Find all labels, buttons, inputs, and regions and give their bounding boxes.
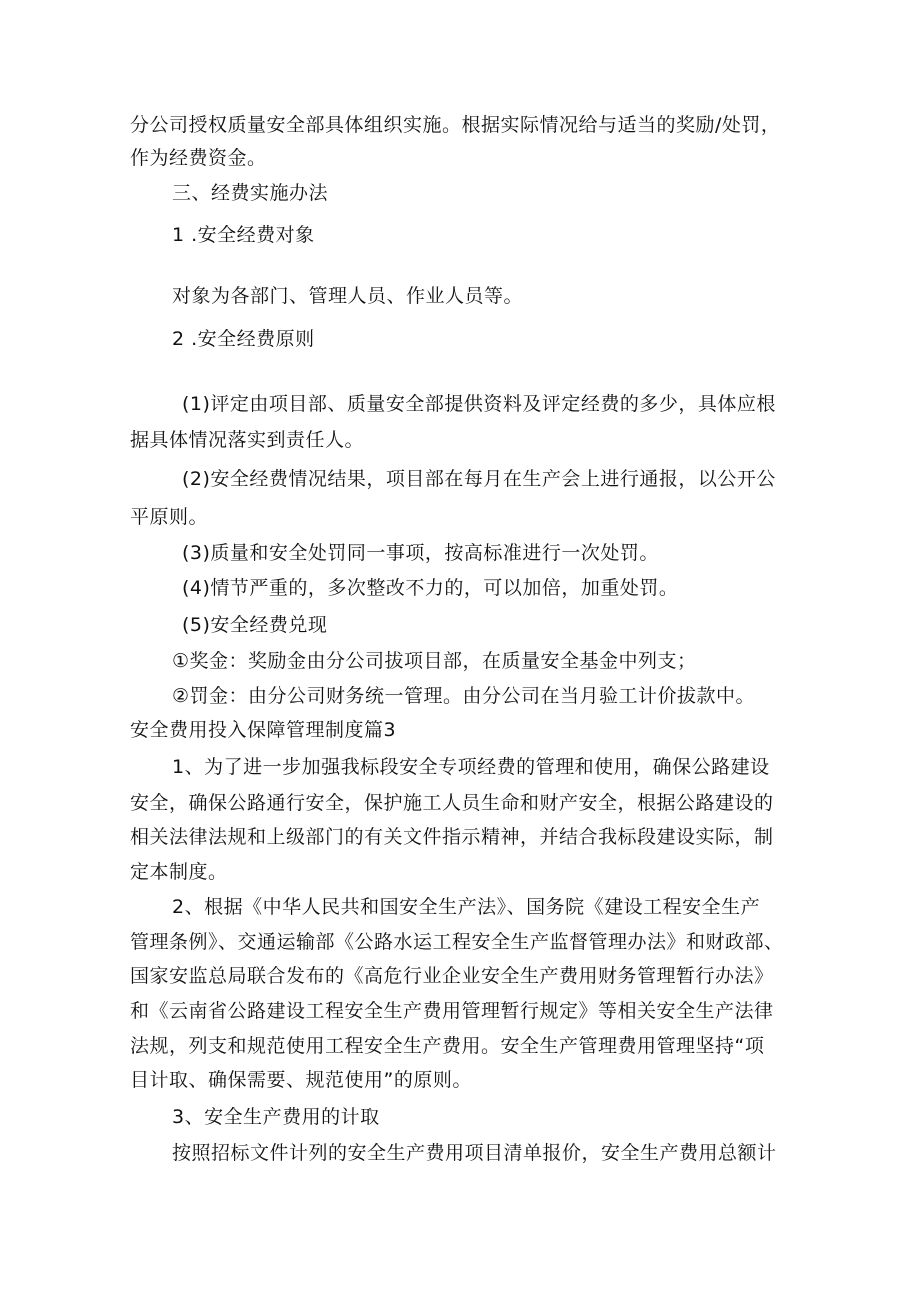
text-line: (1)评定由项目部、质量安全部提供资料及评定经费的多少，具体应根 [182,393,776,415]
text-line: (5)安全经费兑现 [182,614,328,636]
text-line: 2、根据《中华人民共和国安全生产法》、国务院《建设工程安全生产 [172,896,761,918]
text-line: 法规，列支和规范使用工程安全生产费用。安全生产管理费用管理坚持“项 [130,1035,765,1057]
chapter-heading: 安全费用投入保障管理制度篇3 [130,719,397,741]
subsection-heading: 1 .安全经费对象 [172,224,315,246]
text-line: 安全，确保公路通行安全，保护施工人员生命和财产安全，根据公路建设的 [130,792,774,814]
text-line: 定本制度。 [130,861,228,883]
text-line: 管理条例》、交通运输部《公路水运工程安全生产监督管理办法》和财政部、 [130,931,784,953]
text-line: ②罚金：由分公司财务统一管理。由分公司在当月验工计价拔款中。 [172,685,756,707]
text-line: 对象为各部门、管理人员、作业人员等。 [172,285,524,307]
text-line: (4)情节严重的，多次整改不力的，可以加倍，加重处罚。 [182,577,679,599]
section-heading: 三、经费实施办法 [172,182,329,204]
text-line: 平原则。 [130,506,209,528]
text-line: 据具体情况落实到责任人。 [130,429,365,451]
text-line: (2)安全经费情况结果，项目部在每月在生产会上进行通报，以公开公 [182,468,776,490]
text-line: 目计取、确保需要、规范使用”的原则。 [130,1069,472,1091]
subsection-heading: 2 .安全经费原则 [172,328,315,350]
text-line: 按照招标文件计列的安全生产费用项目清单报价，安全生产费用总额计 [172,1142,777,1164]
text-line: 相关法律法规和上级部门的有关文件指示精神，并结合我标段建设实际，制 [130,826,774,848]
text-line: ①奖金：奖励金由分公司拔项目部，在质量安全基金中列支； [172,650,697,672]
text-line: 国家安监总局联合发布的《高危行业企业安全生产费用财务管理暂行办法》 [130,965,774,987]
text-line: 1、为了进一步加强我标段安全专项经费的管理和使用，确保公路建设 [172,756,770,778]
subsection-heading: 3、安全生产费用的计取 [172,1106,380,1128]
text-line: 和《云南省公路建设工程安全生产费用管理暂行规定》等相关安全生产法律 [130,1000,774,1022]
text-line: 作为经费资金。 [130,147,267,169]
text-line: 分公司授权质量安全部具体组织实施。根据实际情况给与适当的奖励/处罚， [130,114,781,136]
text-line: (3)质量和安全处罚同一事项，按高标准进行一次处罚。 [182,542,659,564]
